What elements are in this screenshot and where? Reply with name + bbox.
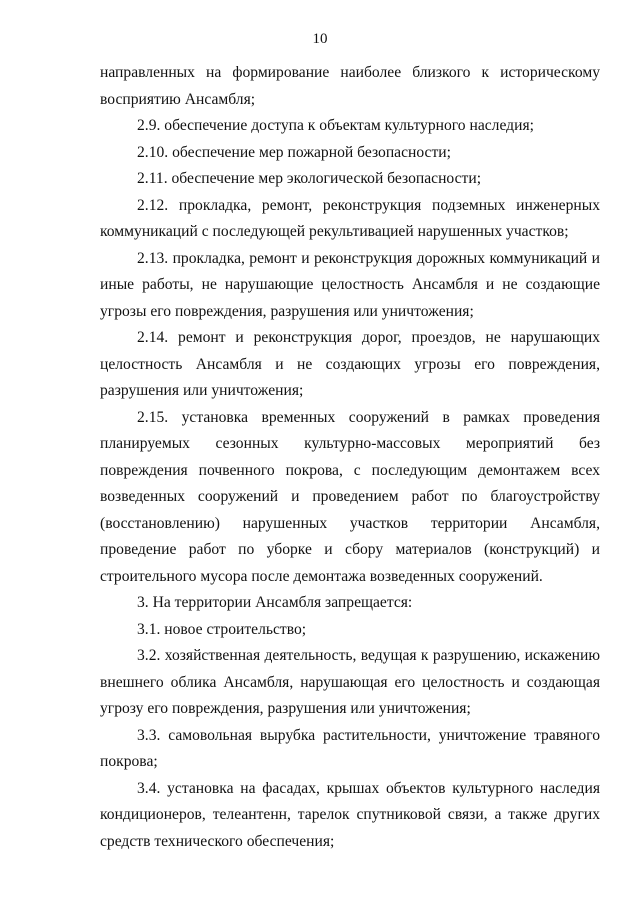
paragraph-2-12: 2.12. прокладка, ремонт, реконструкция подземных инженерных коммуникаций с последующей рекультивацией нарушенных участков; xyxy=(100,196,600,240)
paragraph-2-13: 2.13. прокладка, ремонт и реконструкция дорожных коммуникаций и иные работы, не нарушающие целостность Ансамбля и не создающие угрозы его повреждения, разрушения или уничтожения; xyxy=(100,249,600,320)
paragraph-2-14: 2.14. ремонт и реконструкция дорог, проездов, не нарушающих целостность Ансамбля и не создающих угрозы его повреждения, разрушения или уничтожения; xyxy=(100,329,600,399)
page-number: 10 xyxy=(312,31,328,47)
paragraph-2-10: 2.10. обеспечение мер пожарной безопасности; xyxy=(137,143,451,161)
paragraph-continuation: направленных на формирование наиболее близкого к историческому восприятию Ансамбля; xyxy=(100,64,600,108)
paragraph-3-heading: 3. На территории Ансамбля запрещается: xyxy=(137,594,413,611)
paragraph-2-9: 2.9. обеспечение доступа к объектам культурного наследия; xyxy=(137,117,534,134)
paragraph-2-11: 2.11. обеспечение мер экологической безопасности; xyxy=(137,170,482,187)
paragraph-3-3: 3.3. самовольная вырубка растительности, уничтожение травяного покрова; xyxy=(100,726,600,770)
document-body xyxy=(100,60,600,855)
paragraph-2-15: 2.15. установка временных сооружений в рамках проведения планируемых сезонных культурно-массовых мероприятий без повреждения почвенного покрова, с последующим демонтажем всех возведенных сооружений и проведением работ по благоустройству (восстановлению) нарушенных участков территории Ансамбля, проведение работ по уборке и сбору материалов (конструкций) и строительного мусора после демонтажа возведенных сооружений. xyxy=(100,408,600,585)
paragraph-3-2: 3.2. хозяйственная деятельность, ведущая к разрушению, искажению внешнего облика Ансамбля, нарушающая его целостность и создающая угрозу его повреждения, разрушения или уничтожения; xyxy=(100,647,600,717)
paragraph-3-1: 3.1. новое строительство; xyxy=(137,620,307,638)
paragraph-3-4: 3.4. установка на фасадах, крышах объектов культурного наследия кондиционеров, телеантенн, тарелок спутниковой связи, а также других средств технического обеспечения; xyxy=(100,779,600,850)
